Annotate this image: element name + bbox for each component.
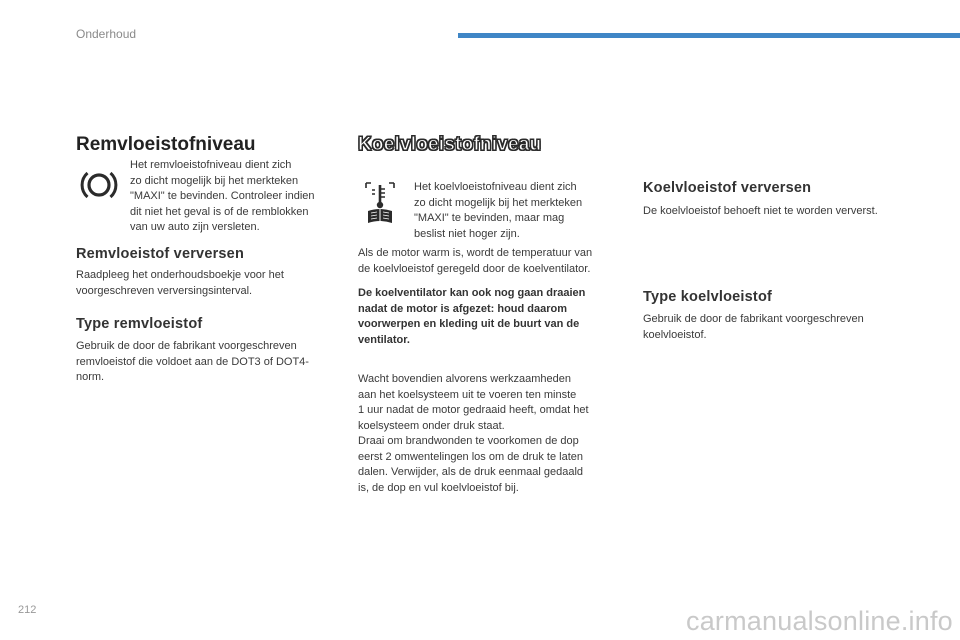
coolant-level-intro: Het koelvloeistofniveau dient zich zo dicht mogelijk bij het merkteken "MAXI" te bevinden, maar mag beslist niet hoger zijn. — [414, 181, 583, 240]
section-header: Onderhoud — [76, 27, 137, 41]
page-number: 212 — [18, 604, 37, 616]
brake-fluid-level-title: Remvloeistofniveau — [76, 134, 256, 155]
header-accent-bar — [458, 33, 960, 38]
coolant-type-heading: Type koelvloeistof — [643, 289, 773, 305]
watermark: carmanualsonline.info — [686, 606, 953, 636]
brake-fluid-intro: Het remvloeistofniveau dient zich zo dicht mogelijk bij het merkteken "MAXI" te bevinden. Controleer indien dit niet het geval is of de remblokken van uw auto zijn versleten. — [130, 159, 315, 233]
coolant-change-heading: Koelvloeistof verversen — [643, 180, 812, 196]
coolant-temperature-paragraph: Als de motor warm is, wordt de temperatuur van de koelvloeistof geregeld door de koelventilator. — [358, 247, 593, 275]
brake-warning-icon — [80, 168, 118, 202]
brake-fluid-type-body: Gebruik de door de fabrikant voorgeschreven remvloeistof die voldoet aan de DOT3 of DOT4- norm. — [76, 340, 309, 383]
coolant-type-body: Gebruik de door de fabrikant voorgeschreven koelvloeistof. — [643, 313, 864, 341]
coolant-change-body: De koelvloeistof behoeft niet te worden ververst. — [643, 205, 878, 217]
coolant-fan-warning: De koelventilator kan ook nog gaan draaien nadat de motor is afgezet: houd daarom voorwerpen en kleding uit de buurt van de ventilator. — [358, 287, 586, 346]
brake-fluid-type-heading: Type remvloeistof — [76, 316, 203, 332]
coolant-refill-instructions: Wacht bovendien alvorens werkzaamheden aan het koelsysteem uit te voeren ten minste 1 uur nadat de motor gedraaid heeft, omdat het koelsysteem onder druk staat. Draai om brandwonden te voorkomen de dop eerst 2 omwentelingen los om de druk te laten dalen. Verwijder, als de druk eenmaal gedaald is, de dop en vul koelvloeistof bij. — [358, 373, 589, 494]
brake-fluid-change-body: Raadpleeg het onderhoudsboekje voor het voorgeschreven verversingsinterval. — [76, 269, 284, 297]
coolant-level-title: Koelvloeistofniveau — [358, 134, 542, 155]
brake-fluid-change-heading: Remvloeistof verversen — [76, 246, 245, 262]
coolant-temperature-manual-icon — [363, 181, 397, 225]
